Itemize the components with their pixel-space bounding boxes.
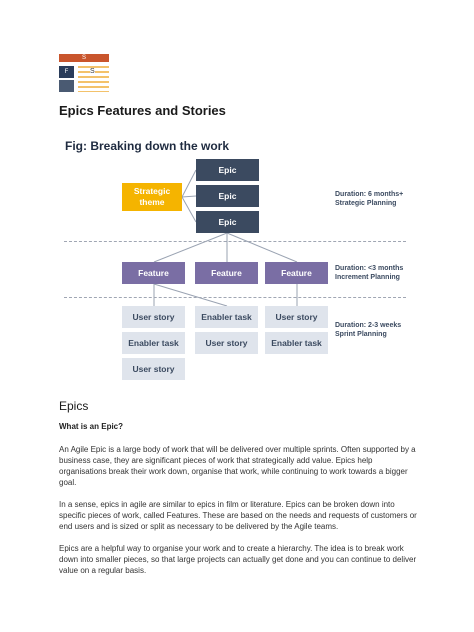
figure-title: Fig: Breaking down the work	[65, 139, 230, 153]
epic-duration-line2: Strategic Planning	[335, 200, 397, 208]
paragraph-3: Epics are a helpful way to organise your work and to create a hierarchy. The idea is to break work down into smaller pieces, so that large projects can actually get done and you can continue to deliver value on a regular basis.	[59, 544, 417, 575]
question-heading: What is an Epic?	[59, 422, 124, 431]
feature-duration	[335, 264, 403, 283]
story-duration-line2: Sprint Planning	[335, 331, 387, 339]
story-box-c2-2: User story	[195, 332, 258, 354]
divider-dashed-1	[64, 241, 406, 242]
story-box-c3-2: Enabler task	[265, 332, 328, 354]
feature-box-1: Feature	[122, 262, 185, 284]
logo	[59, 54, 109, 92]
logo-square-dark	[59, 80, 74, 92]
story-box-c2-1: Enabler task	[195, 306, 258, 328]
story-box-c1-1: User story	[122, 306, 185, 328]
epic-box-1: Epic	[196, 159, 259, 181]
story-duration-line1: Duration: 2-3 weeks	[335, 322, 402, 329]
feature-box-2: Feature	[195, 262, 258, 284]
feature-duration-line1: Duration: <3 months	[335, 265, 404, 272]
logo-top-bar: S	[59, 54, 109, 62]
story-box-c1-3: User story	[122, 358, 185, 380]
logo-lines	[78, 66, 109, 92]
logo-square-f: F	[59, 66, 74, 78]
paragraph-2: In a sense, epics in agile are similar to epics in film or literature. Epics can be broken down into specific pieces of work, called Features. These are based on the needs and requests of customers or end users and is sized or split as necessary to be delivered by the Agile teams.	[59, 500, 417, 531]
epic-box-2: Epic	[196, 185, 259, 207]
feature-duration-line2: Increment Planning	[335, 274, 400, 282]
section-title: Epics Features and Stories	[59, 103, 226, 118]
divider-dashed-2	[64, 297, 406, 298]
story-box-c3-1: User story	[265, 306, 328, 328]
story-duration	[335, 321, 401, 340]
epics-heading: Epics	[59, 399, 89, 413]
epic-duration	[335, 190, 403, 209]
story-box-c1-2: Enabler task	[122, 332, 185, 354]
strategic-theme-box: Strategic theme	[122, 183, 182, 211]
paragraph-1: An Agile Epic is a large body of work that will be delivered over multiple sprints. Often supported by a business case, they are significant pieces of work that strategically add value. Epics help organisations break their work down, organise that work, while continuing to work towards a bigger goal.	[59, 445, 416, 487]
epic-box-3: Epic	[196, 211, 259, 233]
logo-letter: S	[90, 68, 95, 75]
epic-duration-line1: Duration: 6 months+	[335, 191, 404, 198]
feature-box-3: Feature	[265, 262, 328, 284]
